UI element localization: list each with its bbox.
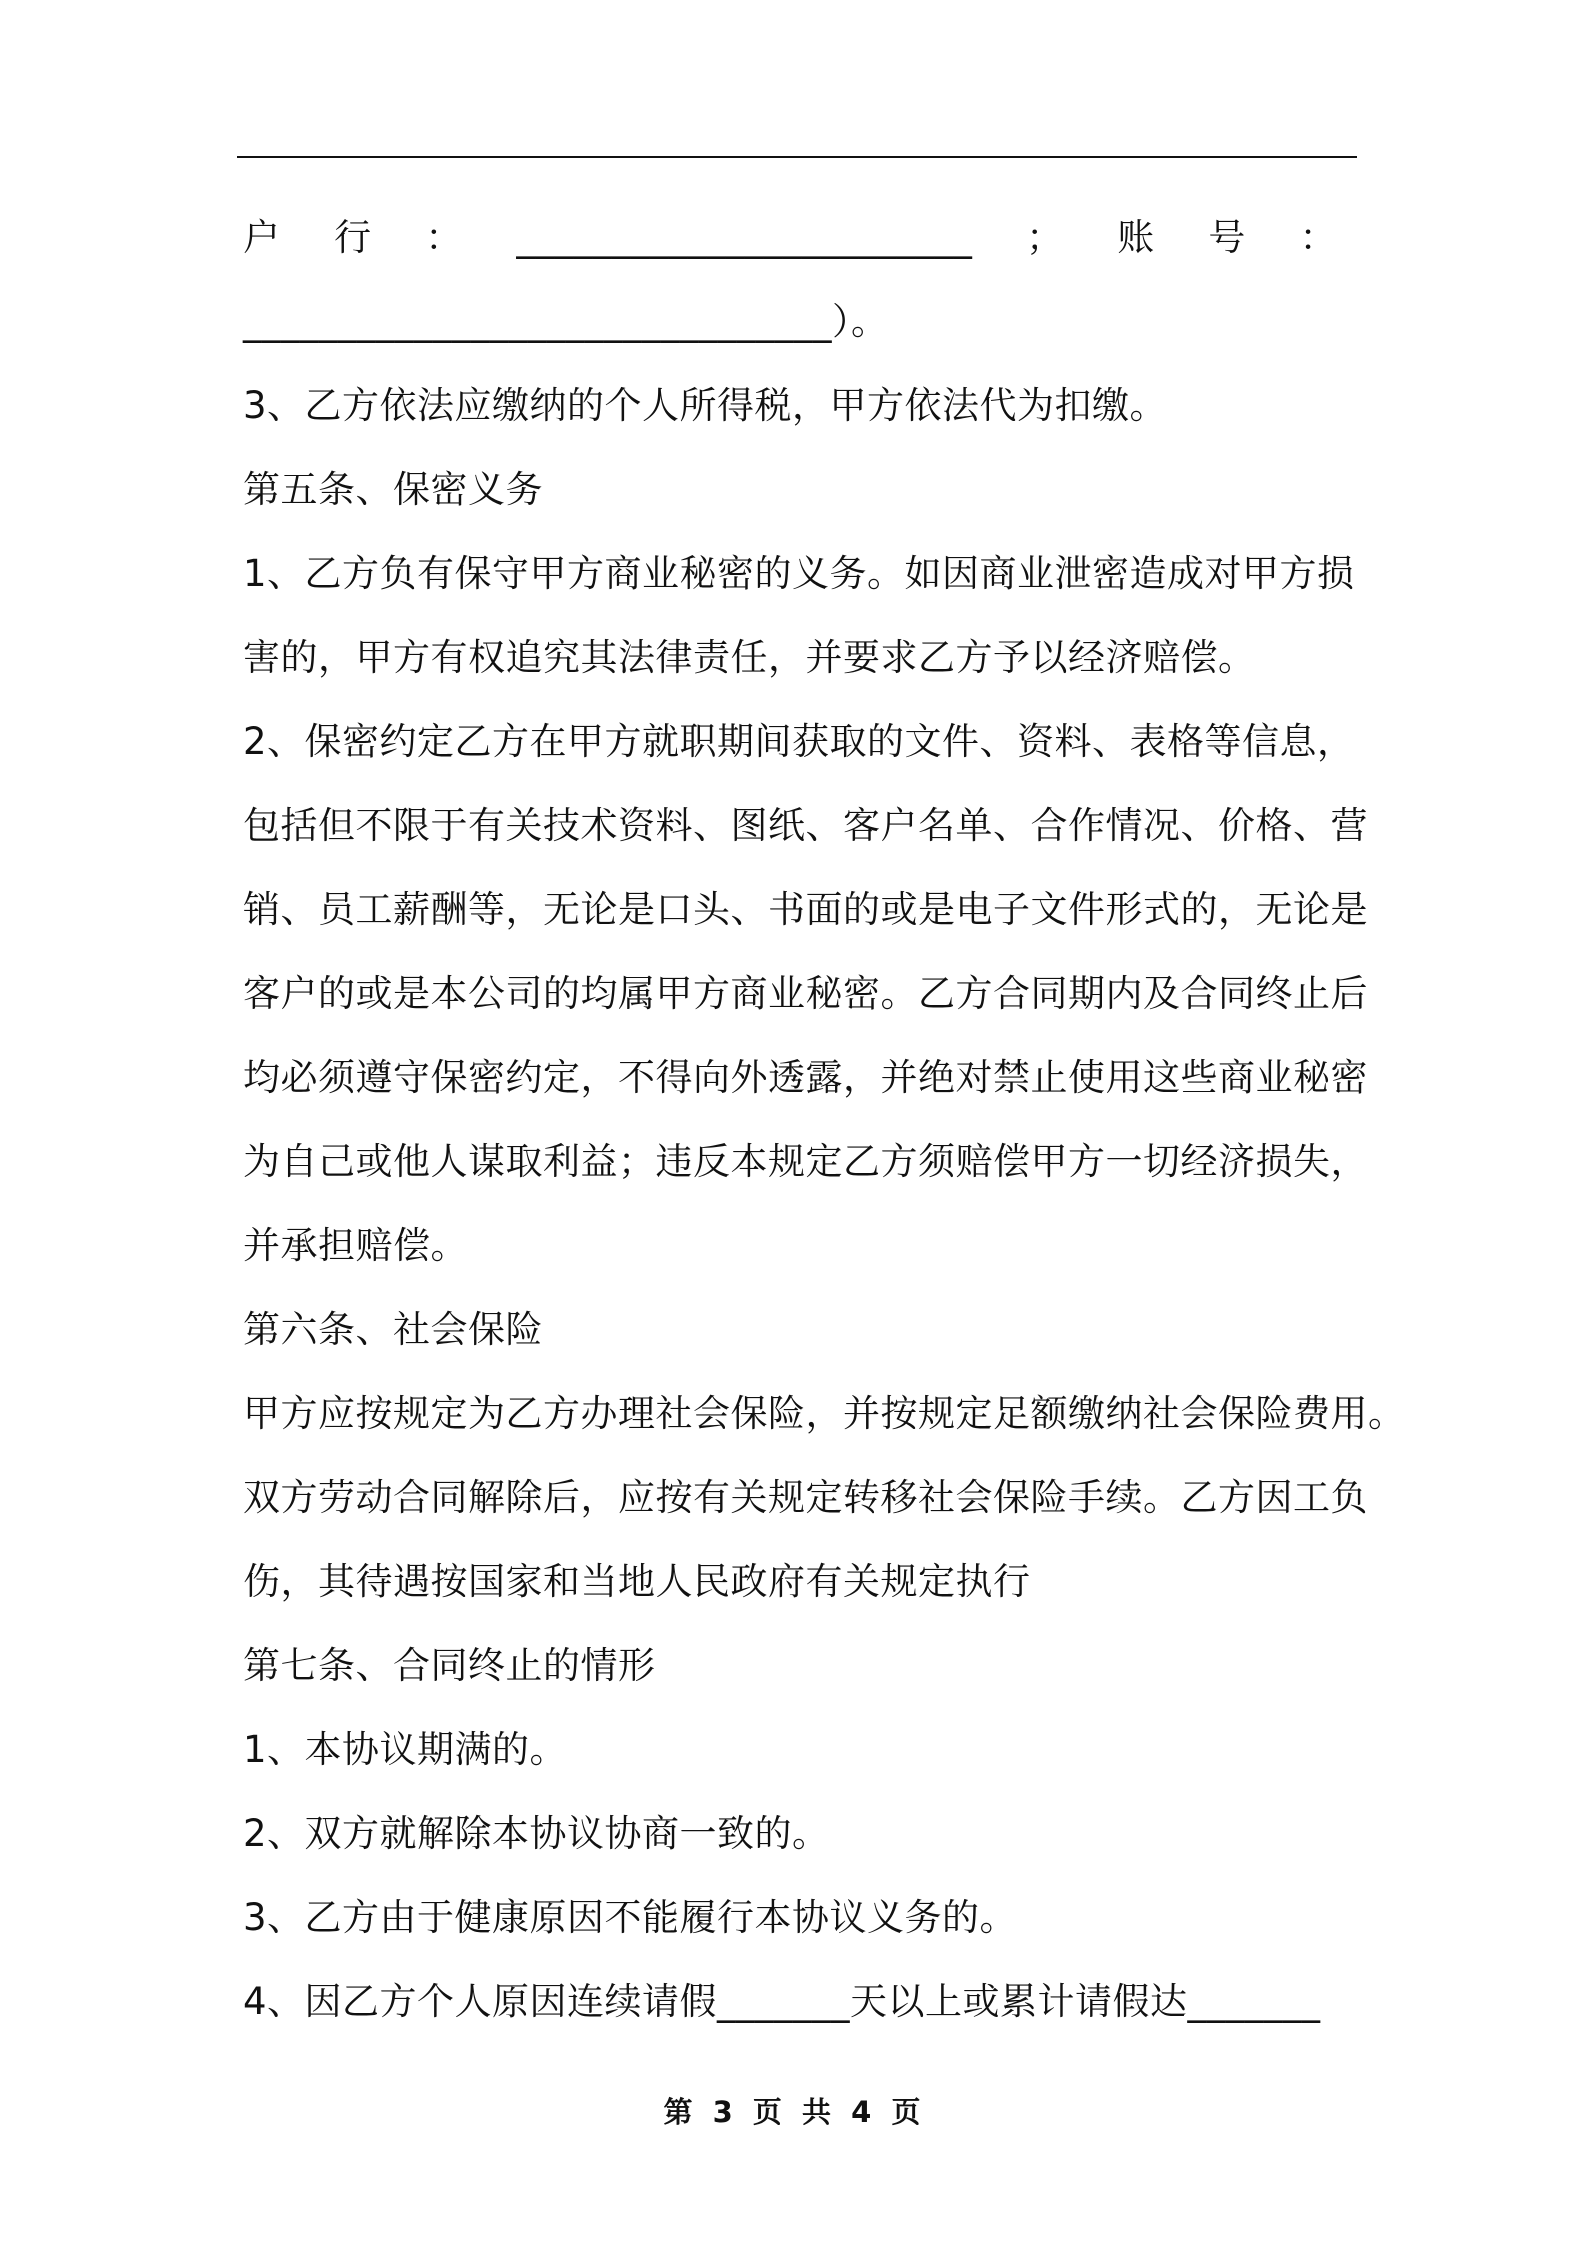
article-6-line-1: 甲方应按规定为乙方办理社会保险，并按规定足额缴纳社会保险费用。 bbox=[243, 1392, 1406, 1435]
article-5-item-1-line-2: 害的，甲方有权追究其法律责任，并要求乙方予以经济赔偿。 bbox=[243, 636, 1256, 679]
article-5-heading: 第五条、保密义务 bbox=[243, 468, 543, 511]
article-6-line-3: 伤，其待遇按国家和当地人民政府有关规定执行 bbox=[243, 1560, 1031, 1603]
label-zhang: 账 bbox=[1117, 216, 1155, 259]
article-6-heading: 第六条、社会保险 bbox=[243, 1308, 543, 1351]
header-rule bbox=[237, 156, 1357, 158]
bank-blank: ________________________ bbox=[516, 216, 973, 259]
semicolon: ； bbox=[1026, 216, 1064, 259]
article-7-heading: 第七条、合同终止的情形 bbox=[243, 1644, 656, 1687]
footer-ye-1: 页 bbox=[752, 2095, 784, 2129]
article-7-item-3: 3、乙方由于健康原因不能履行本协议义务的。 bbox=[243, 1896, 1018, 1939]
colon-1: ： bbox=[425, 216, 463, 259]
article-5-item-2-line-6: 为自己或他人谋取利益；违反本规定乙方须赔偿甲方一切经济损失， bbox=[243, 1140, 1368, 1183]
article-5-item-2-line-5: 均必须遵守保密约定，不得向外透露，并绝对禁止使用这些商业秘密 bbox=[243, 1056, 1368, 1099]
article-7-item-2: 2、双方就解除本协议协商一致的。 bbox=[243, 1812, 830, 1855]
article-5-item-1-line-1: 1、乙方负有保守甲方商业秘密的义务。如因商业泄密造成对甲方损 bbox=[243, 552, 1355, 595]
colon-2: ： bbox=[1299, 216, 1337, 259]
footer-current-page: 3 bbox=[712, 2095, 735, 2129]
article-5-item-2-line-2: 包括但不限于有关技术资料、图纸、客户名单、合作情况、价格、营 bbox=[243, 804, 1368, 847]
article-7-item-1: 1、本协议期满的。 bbox=[243, 1728, 568, 1771]
article-5-item-2-line-7: 并承担赔偿。 bbox=[243, 1224, 468, 1267]
label-hao: 号 bbox=[1208, 216, 1246, 259]
footer-gong: 共 bbox=[802, 2095, 834, 2129]
label-hu: 户 bbox=[243, 216, 281, 259]
label-hang: 行 bbox=[334, 216, 372, 259]
article-5-item-2-line-3: 销、员工薪酬等，无论是口头、书面的或是电子文件形式的，无论是 bbox=[243, 888, 1368, 931]
footer-di: 第 bbox=[663, 2095, 695, 2129]
article-6-line-2: 双方劳动合同解除后，应按有关规定转移社会保险手续。乙方因工负 bbox=[243, 1476, 1368, 1519]
bank-account-line bbox=[243, 196, 1337, 280]
document-body bbox=[243, 196, 1406, 2044]
footer-ye-2: 页 bbox=[891, 2095, 923, 2129]
clause-4-item-3: 3、乙方依法应缴纳的个人所得税，甲方依法代为扣缴。 bbox=[243, 384, 1168, 427]
article-5-item-2-line-1: 2、保密约定乙方在甲方就职期间获取的文件、资料、表格等信息， bbox=[243, 720, 1355, 763]
article-7-item-4: 4、因乙方个人原因连续请假_______天以上或累计请假达_______ bbox=[243, 1980, 1321, 2023]
footer-total-pages: 4 bbox=[851, 2095, 874, 2129]
account-number-blank: _______________________________）。 bbox=[243, 300, 889, 343]
page-number-footer bbox=[0, 2090, 1586, 2131]
article-5-item-2-line-4: 客户的或是本公司的均属甲方商业秘密。乙方合同期内及合同终止后 bbox=[243, 972, 1368, 1015]
